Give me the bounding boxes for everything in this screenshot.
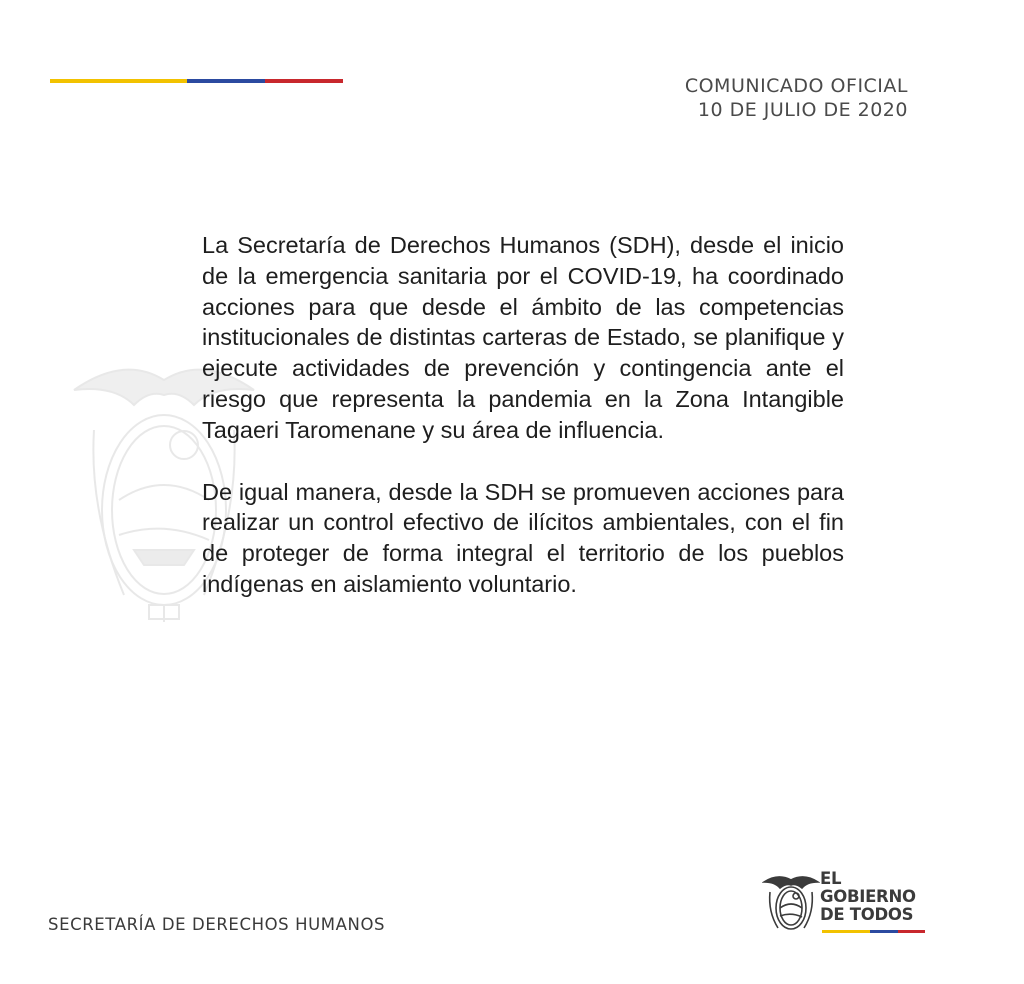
logo-flag-red [898, 930, 925, 933]
logo-line-3: DE TODOS [820, 905, 914, 924]
communique-body [202, 230, 844, 600]
communique-date: 10 DE JULIO DE 2020 [697, 99, 908, 121]
logo-line-1: EL [820, 869, 842, 888]
gobierno-logo-text [820, 870, 916, 924]
communique-header [685, 74, 908, 122]
institution-name: SECRETARÍA DE DERECHOS HUMANOS [48, 915, 386, 934]
coat-of-arms-icon [762, 872, 820, 934]
logo-line-2: GOBIERNO [820, 887, 916, 906]
flag-color-bar [50, 79, 343, 83]
flag-red-segment [265, 79, 343, 83]
body-paragraph-2: De igual manera, desde la SDH se promueven acciones para realizar un control efectivo de ilícitos ambientales, con el fin de proteger de forma integral el territorio de los pueblos indígenas en aislamiento voluntario. [202, 478, 844, 597]
flag-yellow-segment [50, 79, 187, 83]
body-paragraph-1: La Secretaría de Derechos Humanos (SDH), desde el inicio de la emergencia sanitaria por el COVID-19, ha coordinado acciones para que desde el ámbito de las competencias institucionales de distintas carteras de Estado, se planifique y ejecute actividades de prevención y contingencia ante el riesgo que representa la pandemia en la Zona Intangible Tagaeri Taromenane y su área de influencia. [202, 232, 844, 443]
logo-flag-bar [822, 930, 925, 933]
logo-flag-yellow [822, 930, 870, 933]
logo-flag-blue [870, 930, 898, 933]
gobierno-logo [762, 870, 927, 938]
flag-blue-segment [187, 79, 265, 83]
communique-title: COMUNICADO OFICIAL [684, 75, 908, 97]
